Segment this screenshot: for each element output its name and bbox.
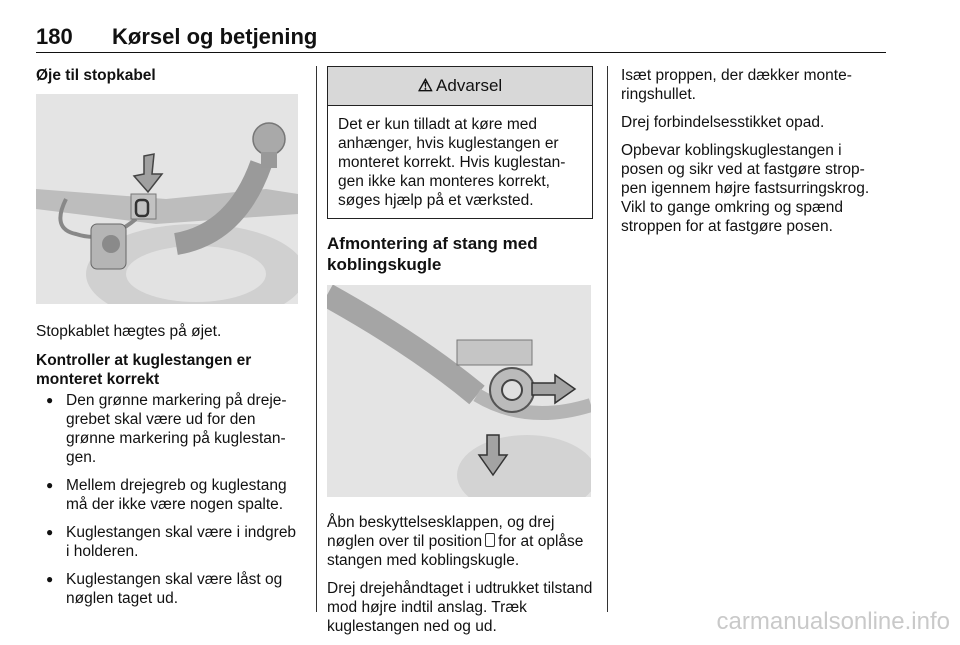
removal-step-1-text-b: for at oplåse stangen med koblingskugle. xyxy=(327,533,584,569)
column-divider-right xyxy=(607,66,608,612)
warning-title: Advarsel xyxy=(436,76,503,95)
page-header xyxy=(36,24,886,53)
warning-triangle-icon: ⚠ xyxy=(417,76,434,95)
site-watermark: carmanualsonline.info xyxy=(716,608,950,635)
page-number: 180 xyxy=(36,24,73,49)
removal-step-1-text-a: Åbn beskyttelsesklappen, og drej nøglen over til position xyxy=(327,514,555,550)
list-item: ● Den grønne markering på dreje-grebet skal være ud for den grønne markering på kuglestan-gen. xyxy=(36,391,300,467)
warning-header xyxy=(328,67,592,106)
removal-step-1 xyxy=(327,513,593,570)
list-item: ● Kuglestangen skal være i indgreb i holderen. xyxy=(36,523,300,561)
instruction-paragraph: Opbevar koblingskuglestangen i posen og sikr ved at fastgøre strop-pen igennem højre fastsurringskrog. Vikl to gange omkring og spænd stroppen for at fastgøre posen. xyxy=(621,142,870,235)
removal-figure xyxy=(327,285,591,497)
figure-caption: Stopkablet hægtes på øjet. xyxy=(36,323,222,340)
chapter-title: Kørsel og betjening xyxy=(112,24,318,49)
middle-column xyxy=(327,66,593,645)
instruction-paragraph: Drej forbindelsesstikket opad. xyxy=(621,114,825,131)
instruction-paragraph: Isæt proppen, der dækker monte-ringshullet. xyxy=(621,67,852,103)
list-item: ● Mellem drejegreb og kuglestang må der ikke være nogen spalte. xyxy=(36,476,300,514)
warning-box xyxy=(327,66,593,219)
section-heading-stop-cable: Øje til stopkabel xyxy=(36,67,156,84)
section-heading-removal: Afmontering af stang med koblingskugle xyxy=(327,234,538,274)
warning-text: Det er kun tilladt at køre med anhænger, hvis kuglestangen er monteret korrekt. Hvis kuglestan-gen ikke kan monteres korrekt, søges hjælp på et værksted. xyxy=(338,116,566,209)
towbar-stop-cable-illustration xyxy=(36,94,298,304)
column-divider-left xyxy=(316,66,317,612)
towbar-removal-illustration xyxy=(327,285,591,497)
check-heading: Kontroller at kuglestangen er monteret korrekt xyxy=(36,352,252,388)
list-item: ● Kuglestangen skal være låst og nøglen taget ud. xyxy=(36,570,300,608)
left-column xyxy=(36,66,300,617)
right-column xyxy=(621,66,885,245)
stop-cable-figure xyxy=(36,94,298,304)
removal-step-2: Drej drejehåndtaget i udtrukket tilstand mod højre indtil anslag. Træk kuglestangen ned og ud. xyxy=(327,580,593,635)
check-list xyxy=(36,391,300,608)
unlock-position-icon xyxy=(485,533,495,547)
